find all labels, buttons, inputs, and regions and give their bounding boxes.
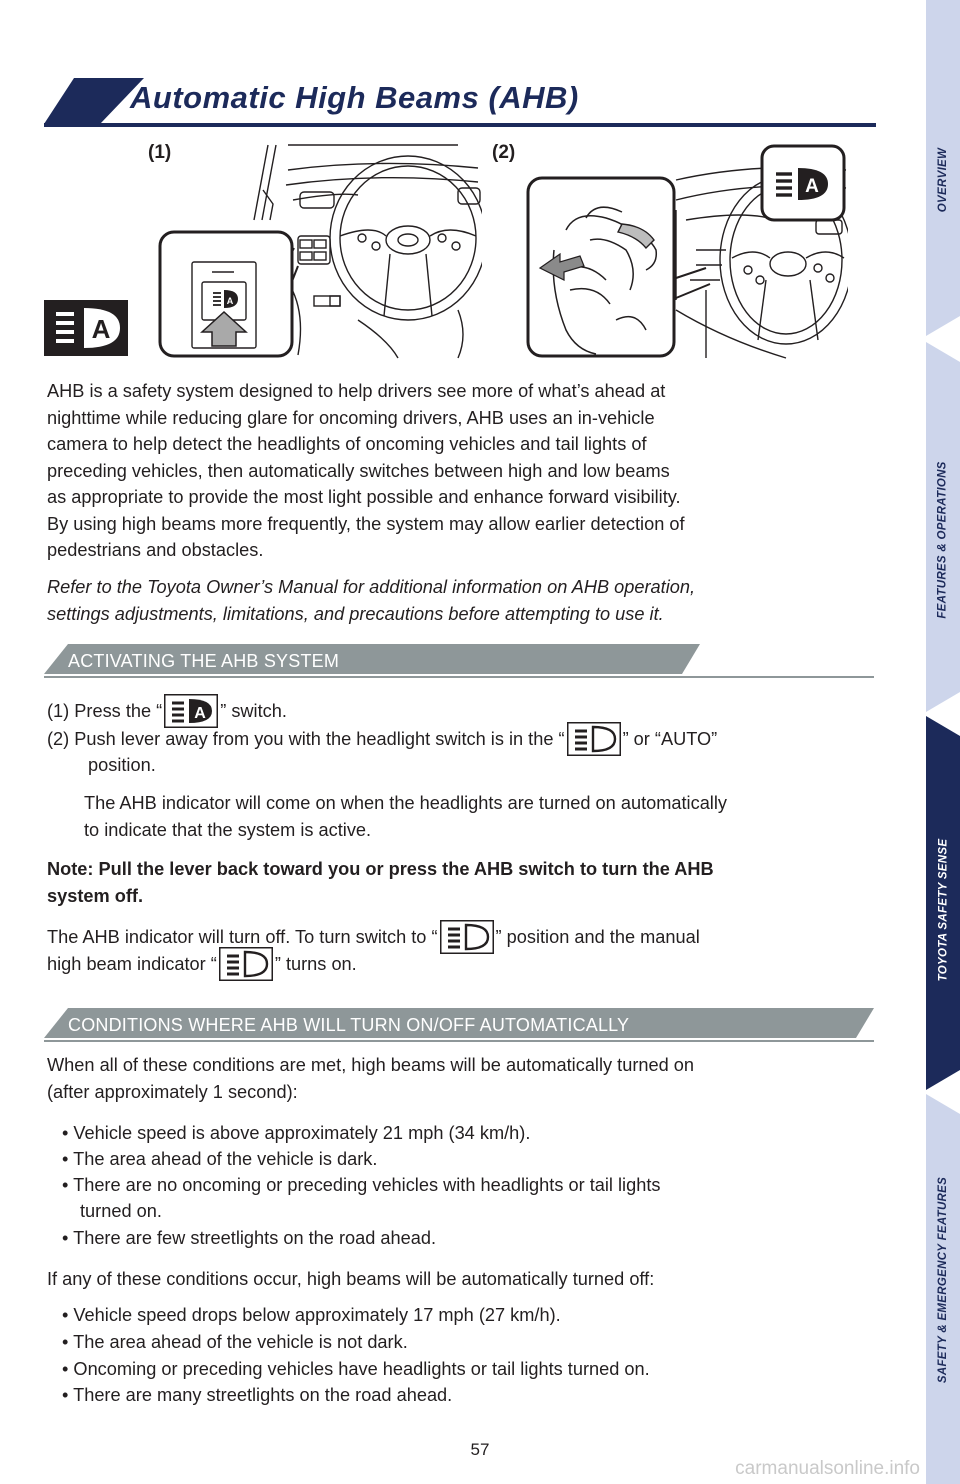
off-bullet-2: • The area ahead of the vehicle is not dark. — [62, 1332, 408, 1352]
refer-paragraph: Refer to the Toyota Owner’s Manual for additional information on AHB operation, settings adjustments, limitations, and precautions before attempting to use it. — [47, 577, 696, 624]
tab-safety-emergency[interactable]: SAFETY & EMERGENCY FEATURES — [937, 1176, 949, 1384]
watermark: carmanualsonline.info — [735, 1458, 920, 1479]
intro-paragraph: AHB is a safety system designed to help drivers see more of what’s ahead at nighttime while reducing glare for oncoming drivers, AHB uses an in-vehicle camera to help detect the headlights of oncoming vehicles and tail lights of preceding vehicles, then automatically switches between high and low beams as appropriate to provide the most light possible and enhance forward visibility. By using high beams more frequently, the system may allow earlier detection of pedestrians and obstacles. — [47, 381, 685, 560]
svg-text:A: A — [226, 296, 234, 306]
svg-text:A: A — [805, 176, 819, 197]
figure-2-lever — [526, 140, 848, 362]
page-number: 57 — [470, 1440, 490, 1459]
ahb-switch-icon — [164, 694, 218, 728]
figure-label-2: (2) — [492, 142, 516, 163]
step-1: (1) Press the “ A ” switch. — [47, 698, 287, 725]
ahb-switch-icon — [44, 300, 128, 356]
step-2: (2) Push lever away from you with the headlight switch is in the “ ” or “AUTO” — [47, 726, 717, 753]
off-bullet-4: • There are many streetlights on the road ahead. — [62, 1385, 453, 1405]
tab-overview[interactable]: OVERVIEW — [937, 147, 950, 213]
tab-features-operations[interactable]: FEATURES & OPERATIONS — [937, 461, 949, 619]
on-bullet-2: • The area ahead of the vehicle is dark. — [62, 1149, 378, 1169]
high-beam-icon — [219, 947, 273, 981]
conditions-heading: CONDITIONS WHERE AHB WILL TURN ON/OFF AUTOMATICALLY — [68, 1015, 630, 1035]
off-bullet-1: • Vehicle speed drops below approximately 17 mph (27 km/h). — [62, 1305, 561, 1325]
note-paragraph: Note: Pull the lever back toward you or press the AHB switch to turn the AHB system off. — [47, 859, 714, 906]
figure-label-1: (1) — [148, 142, 172, 163]
off-bullet-3: • Oncoming or preceding vehicles have headlights or tail lights turned on. — [62, 1359, 650, 1379]
step-2-continued: position. — [88, 755, 156, 775]
svg-text:A: A — [91, 314, 111, 344]
figure-1-dashboard — [158, 140, 482, 360]
high-beam-icon — [440, 920, 494, 954]
indicator-paragraph: The AHB indicator will come on when the headlights are turned on automatically to indicate that the system is active. — [84, 793, 727, 840]
on-bullet-3-continued: turned on. — [80, 1201, 162, 1221]
on-bullet-3: • There are no oncoming or preceding vehicles with headlights or tail lights — [62, 1175, 661, 1195]
side-tabs — [926, 0, 960, 1484]
page-title: Automatic High Beams (AHB) — [130, 80, 579, 115]
on-bullet-1: • Vehicle speed is above approximately 21 mph (34 km/h). — [62, 1123, 531, 1143]
off-line-1: The AHB indicator will turn off. To turn switch to “ ” position and the manual — [47, 924, 700, 951]
tab-toyota-safety-sense[interactable]: TOYOTA SAFETY SENSE — [937, 838, 950, 982]
svg-text:A: A — [194, 705, 206, 723]
off-intro: If any of these conditions occur, high beams will be automatically turned off: — [47, 1269, 655, 1289]
off-line-2: high beam indicator “ ” turns on. — [47, 951, 357, 978]
on-bullet-4: • There are few streetlights on the road ahead. — [62, 1228, 437, 1248]
activating-heading: ACTIVATING THE AHB SYSTEM — [68, 651, 340, 671]
on-intro: When all of these conditions are met, high beams will be automatically turned on (after approximately 1 second): — [47, 1055, 695, 1102]
high-beam-icon — [567, 722, 621, 756]
